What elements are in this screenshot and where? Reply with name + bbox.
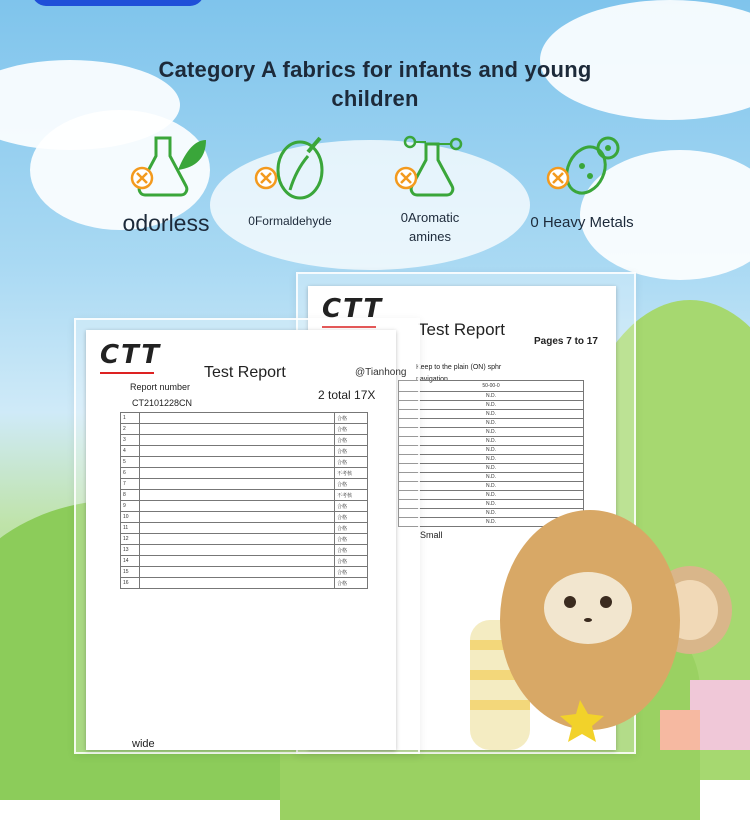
row-result: 合格 (335, 479, 368, 490)
row-description (140, 523, 335, 534)
row-description (140, 578, 335, 589)
table-row (399, 428, 584, 437)
report-note: Keep to the plain (ON) sphr navigation (416, 364, 502, 383)
report-title: Test Report (418, 320, 505, 339)
feature-aromatic-amines (350, 130, 510, 250)
ctt-logo: CTT (100, 340, 162, 370)
row-number: 14 (121, 556, 140, 567)
nd-value: N.D. (399, 446, 584, 455)
feature-heavy-metals (502, 130, 662, 240)
table-row (399, 437, 584, 446)
row-result: 合格 (335, 556, 368, 567)
nd-value: N.D. (399, 410, 584, 419)
flask-leaf-icon (126, 130, 210, 200)
nd-value: N.D. (399, 518, 584, 527)
table-row (399, 482, 584, 491)
table-row (399, 491, 584, 500)
table-row (121, 468, 368, 479)
nd-value: N.D. (399, 491, 584, 500)
row-number: 15 (121, 567, 140, 578)
table-row (399, 455, 584, 464)
dropper-leaf-icon (250, 130, 334, 200)
row-number: 1 (121, 413, 140, 424)
row-result: 合格 (335, 578, 368, 589)
nd-value: N.D. (399, 392, 584, 401)
feature-label: 0Aromatic amines (400, 210, 460, 244)
report-title: Test Report (204, 364, 286, 381)
flask-molecule-icon (390, 130, 474, 200)
small-label: Small (420, 530, 443, 540)
row-number: 9 (121, 501, 140, 512)
nd-value: N.D. (399, 437, 584, 446)
table-row (121, 446, 368, 457)
table-row (121, 457, 368, 468)
table-row (121, 578, 368, 589)
plush-monkey-toy (440, 510, 750, 750)
report-pages: 2 total 17X (318, 388, 376, 402)
ctt-logo-underline (100, 372, 154, 374)
table-row (399, 410, 584, 419)
row-description (140, 479, 335, 490)
row-number: 8 (121, 490, 140, 501)
row-number: 6 (121, 468, 140, 479)
feature-formaldehyde (210, 130, 370, 240)
table-row (399, 446, 584, 455)
nd-value: N.D. (399, 419, 584, 428)
row-number: 10 (121, 512, 140, 523)
row-result: 合格 (335, 523, 368, 534)
row-description (140, 435, 335, 446)
row-description (140, 501, 335, 512)
row-number: 4 (121, 446, 140, 457)
row-description (140, 556, 335, 567)
page-headline: Category A fabrics for infants and young children (158, 57, 592, 111)
row-description (140, 490, 335, 501)
row-result: 合格 (335, 545, 368, 556)
row-result: 合格 (335, 413, 368, 424)
row-description (140, 413, 335, 424)
table-row (121, 424, 368, 435)
nd-value: N.D. (399, 455, 584, 464)
row-result: 不考核 (335, 468, 368, 479)
nd-value: N.D. (399, 482, 584, 491)
top-banner-tab (32, 0, 204, 6)
report-pages: Pages 7 to 17 (534, 336, 598, 347)
row-description (140, 446, 335, 457)
feature-label: 0 Heavy Metals (530, 214, 634, 231)
nd-value: N.D. (399, 500, 584, 509)
row-description (140, 567, 335, 578)
report-front-page (86, 330, 396, 750)
limit-value: 50-00-0 (399, 381, 584, 392)
nd-value: N.D. (399, 428, 584, 437)
table-row (121, 479, 368, 490)
table-row (399, 381, 584, 392)
nd-value: N.D. (399, 464, 584, 473)
row-result: 合格 (335, 501, 368, 512)
row-result: 不考核 (335, 490, 368, 501)
row-description (140, 468, 335, 479)
table-row (121, 501, 368, 512)
table-row (399, 500, 584, 509)
table-row (121, 435, 368, 446)
row-number: 16 (121, 578, 140, 589)
ctt-logo: CTT (322, 294, 384, 324)
nd-value: N.D. (399, 401, 584, 410)
row-description (140, 534, 335, 545)
report-back-table (398, 380, 584, 527)
table-row (399, 419, 584, 428)
table-row (121, 490, 368, 501)
row-number: 11 (121, 523, 140, 534)
row-result: 合格 (335, 424, 368, 435)
feature-label: odorless (122, 210, 210, 236)
table-row (121, 523, 368, 534)
nd-value: N.D. (399, 473, 584, 482)
row-result: 合格 (335, 512, 368, 523)
row-number: 5 (121, 457, 140, 468)
table-row (121, 556, 368, 567)
row-description (140, 512, 335, 523)
report-number: CT2101228CN (132, 398, 193, 408)
table-row (121, 512, 368, 523)
table-row (399, 392, 584, 401)
table-row (121, 567, 368, 578)
table-row (121, 534, 368, 545)
row-description (140, 424, 335, 435)
row-number: 3 (121, 435, 140, 446)
row-result: 合格 (335, 567, 368, 578)
row-result: 合格 (335, 457, 368, 468)
row-number: 2 (121, 424, 140, 435)
table-row (399, 401, 584, 410)
table-row (399, 473, 584, 482)
row-description (140, 457, 335, 468)
feature-label: 0Formaldehyde (248, 214, 332, 228)
row-number: 7 (121, 479, 140, 490)
row-result: 合格 (335, 446, 368, 457)
nd-value: N.D. (399, 509, 584, 518)
row-result: 合格 (335, 534, 368, 545)
watermark: @Tianhong (355, 367, 407, 378)
row-number: 12 (121, 534, 140, 545)
row-number: 13 (121, 545, 140, 556)
footer-word: wide (132, 738, 155, 750)
report-front-table (120, 412, 368, 589)
row-result: 合格 (335, 435, 368, 446)
table-row (399, 464, 584, 473)
row-description (140, 545, 335, 556)
table-row (121, 413, 368, 424)
report-number-label: Report number (130, 382, 191, 392)
table-row (121, 545, 368, 556)
bacteria-icon (542, 130, 626, 200)
